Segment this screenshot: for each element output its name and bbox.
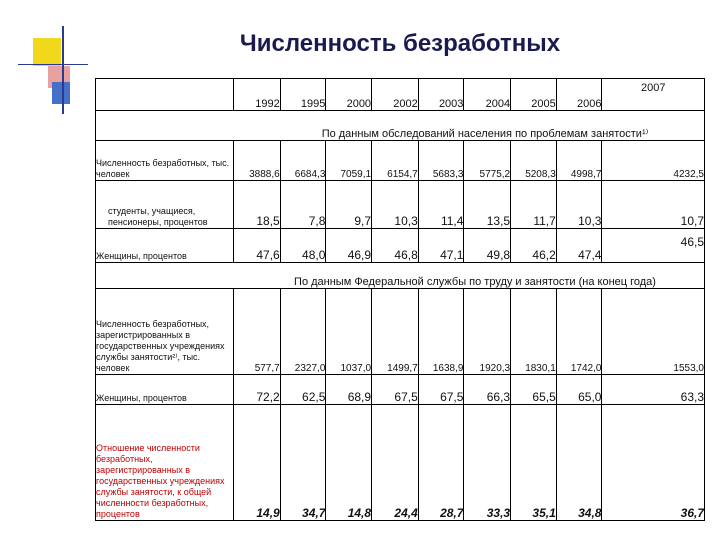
data-cell: 7059,1 [326,141,372,181]
year-header: 2003 [418,79,464,111]
data-cell: 577,7 [234,289,281,375]
data-cell: 72,2 [234,375,281,405]
data-cell: 5683,3 [418,141,464,181]
year-header-row [96,79,705,111]
data-cell: 68,9 [326,375,372,405]
section-service-header: По данным Федеральной службы по труду и занятости (на конец года) [96,263,705,289]
data-cell: 47,4 [556,229,602,263]
data-cell: 67,5 [418,375,464,405]
data-cell: 35,1 [511,405,557,521]
data-cell: 65,5 [511,375,557,405]
year-header: 2006 [556,79,602,111]
data-cell: 49,8 [464,229,511,263]
data-cell: 33,3 [464,405,511,521]
data-cell: 1638,9 [418,289,464,375]
row-label: Женщины, процентов [96,229,234,263]
data-cell: 5775,2 [464,141,511,181]
data-cell: 67,5 [372,375,419,405]
data-cell: 34,8 [556,405,602,521]
data-cell: 11,7 [511,181,557,229]
year-header: 2005 [511,79,557,111]
data-cell: 63,3 [602,375,705,405]
table-row [96,141,705,181]
data-cell: 46,5 [602,229,705,263]
data-cell: 1553,0 [602,289,705,375]
data-cell: 66,3 [464,375,511,405]
data-cell: 47,1 [418,229,464,263]
data-cell: 3888,6 [234,141,281,181]
data-cell: 1830,1 [511,289,557,375]
row-label: студенты, учащиеся, пенсионеры, процентов [96,181,234,229]
row-label: Численность безработных, зарегистрированных в государственных учреждениях службы занятости²⁾, тыс. человек [96,289,234,375]
unemployment-table [95,78,705,521]
data-cell: 14,8 [326,405,372,521]
data-cell: 46,2 [511,229,557,263]
deco-yellow-square [33,38,61,66]
row-label: Отношение численности безработных, зарегистрированных в государственных учреждениях службы занятости, к общей численности безработных, процентов [96,405,234,521]
year-header: 1992 [234,79,281,111]
data-cell: 48,0 [280,229,326,263]
page-title: Численность безработных [239,30,561,57]
data-cell: 1742,0 [556,289,602,375]
data-cell: 62,5 [280,375,326,405]
data-cell: 13,5 [464,181,511,229]
table-row [96,375,705,405]
data-cell: 6684,3 [280,141,326,181]
data-cell: 9,7 [326,181,372,229]
section-header-row [96,111,705,141]
data-cell: 34,7 [280,405,326,521]
data-cell: 18,5 [234,181,281,229]
data-cell: 10,3 [372,181,419,229]
deco-vertical-line [62,26,64,114]
data-cell: 10,7 [602,181,705,229]
data-cell: 46,8 [372,229,419,263]
row-label: Численность безработных, тыс. человек [96,141,234,181]
data-cell: 1037,0 [326,289,372,375]
data-cell: 14,9 [234,405,281,521]
year-header: 2000 [326,79,372,111]
section-header-row [96,263,705,289]
table-row [96,181,705,229]
data-cell: 65,0 [556,375,602,405]
data-cell: 1920,3 [464,289,511,375]
deco-horizontal-line [18,64,88,65]
table-row [96,229,705,263]
data-cell: 47,6 [234,229,281,263]
year-header: 2004 [464,79,511,111]
table-row [96,405,705,521]
year-header: 1995 [280,79,326,111]
year-header: 2002 [372,79,419,111]
deco-blue-square [52,82,70,104]
corner-cell [96,79,234,111]
data-cell: 5208,3 [511,141,557,181]
row-label: Женщины, процентов [96,375,234,405]
year-header: 2007 [602,79,705,111]
data-cell: 28,7 [418,405,464,521]
data-cell: 4232,5 [602,141,705,181]
data-cell: 1499,7 [372,289,419,375]
data-cell: 4998,7 [556,141,602,181]
data-cell: 6154,7 [372,141,419,181]
data-cell: 36,7 [602,405,705,521]
data-cell: 7,8 [280,181,326,229]
table-row [96,289,705,375]
data-cell: 24,4 [372,405,419,521]
data-cell: 11,4 [418,181,464,229]
data-cell: 2327,0 [280,289,326,375]
data-cell: 10,3 [556,181,602,229]
data-cell: 46,9 [326,229,372,263]
section-survey-header: По данным обследований населения по проблемам занятости¹⁾ [96,111,705,141]
